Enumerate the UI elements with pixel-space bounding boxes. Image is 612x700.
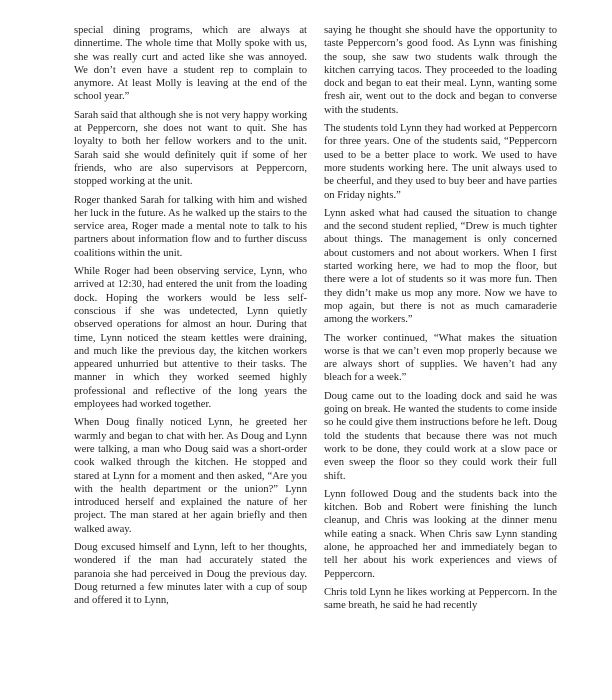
paragraph: Lynn followed Doug and the students back into the kitchen. Bob and Robert were finishing the lunch cleanup, and Chris was looking at the dinner menu while eating a snack. When Chris saw Lynn standing alone, he approached her and immediately began to tell her about his work experiences and views of Peppercorn. (324, 488, 557, 580)
paragraph: Sarah said that although she is not very happy working at Peppercorn, she does not want to quit. She has loyalty to both her fellow workers and to the unit. Sarah said she would definitely quit if some of her friends, who are also supervisors at Peppercorn, stopped working at the unit. (74, 109, 307, 188)
paragraph: Lynn asked what had caused the situation to change and the second student replied, “Drew is much tighter about things. The management is only concerned about customers and not about workers. When I first started working here, we had to mop the floor, but there were a lot of students so it was more fun. Then they didn’t make us mop any more. Now we have to mop again, but there is not as much camaraderie among the workers.” (324, 207, 557, 326)
paragraph: Doug came out to the loading dock and said he was going on break. He wanted the students to come inside so he could give them instructions before he left. Doug told the students that because there was not much work to be done, they could work at a slow pace or even sweep the floor so they could work their full shift. (324, 390, 558, 482)
paragraph: special dining programs, which are always at dinnertime. The whole time that Molly spoke with us, she was really curt and acted like she was annoyed. We don’t even have a student rep to complain to anymore. At least Molly is leaving at the end of the school year.” (74, 25, 307, 103)
paragraph: While Roger had been observing service, Lynn, who arrived at 12:30, had entered the unit from the loading dock. Hoping the workers would be less self-conscious if she was undetected, Lynn quietly observed operations for almost an hour. During that time, Lynn noticed the steam kettles were draining, and much like the previous day, the kitchen workers appeared unhurried but attentive to their tasks. The manner in which they worked seemed highly professional and reflective of the long years the employees had worked together. (74, 266, 307, 411)
paragraph: Doug excused himself and Lynn, left to her thoughts, wondered if the man had accurately stated the paranoia she had perceived in Doug the previous day. Doug returned a few minutes later with a cup of soup and offered it to Lynn, (74, 541, 307, 607)
right-text-column (324, 24, 557, 617)
paragraph: When Doug finally noticed Lynn, he greeted her warmly and began to chat with her. As Doug and Lynn were talking, a man who Doug said was a short-order cook walked through the kitchen. He stopped and stared at Lynn for a moment and then asked, “Are you with the health department or the union?” Lynn introduced herself and explained the nature of her project. The man stared at her again briefly and then walked away. (74, 417, 307, 535)
paragraph: saying he thought she should have the opportunity to taste Peppercorn’s good food. As Lynn was finishing the soup, she saw two students walk through the kitchen carrying tacos. They proceeded to the loading dock and began to eat their meal. Lynn, wanting some fresh air, went out to the dock and began to converse with the students. (324, 25, 557, 116)
paragraph: The students told Lynn they had worked at Peppercorn for three years. One of the students said, “Peppercorn used to be a better place to work. We used to have more students working here. The unit always used to be cheerful, and they used to buy beer and have parties on Friday nights.” (324, 123, 557, 201)
paragraph: Chris told Lynn he likes working at Peppercorn. In the same breath, he said he had recently (324, 586, 557, 612)
paragraph: Roger thanked Sarah for talking with him and wished her luck in the future. As he walked up the stairs to the service area, Roger made a mental note to talk to his partners about information flow and to further discuss coalitions within the unit. (74, 194, 307, 259)
left-text-column (74, 24, 307, 612)
paragraph: The worker continued, “What makes the situation worse is that we can’t even mop properly because we are always short of supplies. We haven’t had any bleach for a week.” (324, 332, 557, 384)
